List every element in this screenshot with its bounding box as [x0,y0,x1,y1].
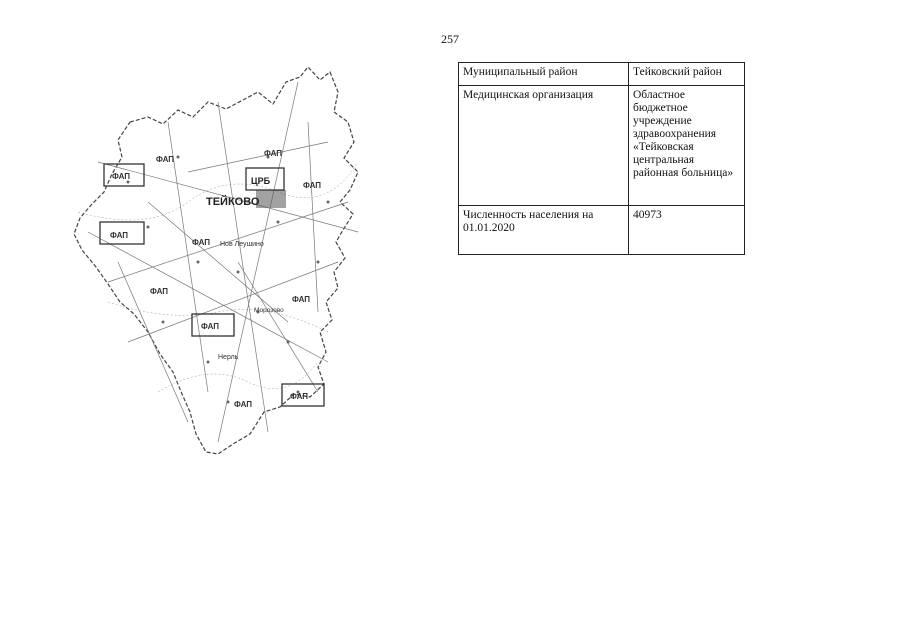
settlements [127,156,330,404]
village-label-2: Морозово [254,307,284,314]
table-row [459,206,745,255]
fap-label-1: ФАП [112,172,131,181]
fap-label-11: ФАП [234,400,253,409]
fap-label-3: ФАП [201,322,220,331]
hospital-label: ЦРБ [251,176,271,186]
district-map [68,62,368,462]
info-table [458,62,745,255]
row-label: Медицинская организация [459,86,629,206]
fap-label-6: ФАП [150,287,169,296]
fap-label-5: ФАП [192,238,211,247]
fap-label-9: ФАП [156,155,175,164]
row-label: Численность населения на 01.01.2020 [459,206,629,255]
table-row [459,63,745,86]
fap-label-10: ФАП [292,295,311,304]
fap-label-8: ФАП [264,149,283,158]
table-row [459,86,745,206]
fap-label-2: ФАП [110,231,129,240]
row-label: Муниципальный район [459,63,629,86]
page-number: 257 [441,32,459,46]
fap-label-7: ФАП [303,181,322,190]
row-value: Тейковский район [629,63,745,86]
village-label-1: Нов Леушино [220,241,264,248]
row-value: Областное бюджетное учреждение здравоохранения «Тейковская центральная районная больница» [629,86,745,206]
city-label: ТЕЙКОВО [206,196,260,208]
city-area [256,190,286,208]
fap-label-4: ФАП [290,392,309,401]
village-label-3: Нерль [218,354,239,361]
row-value: 40973 [629,206,745,255]
